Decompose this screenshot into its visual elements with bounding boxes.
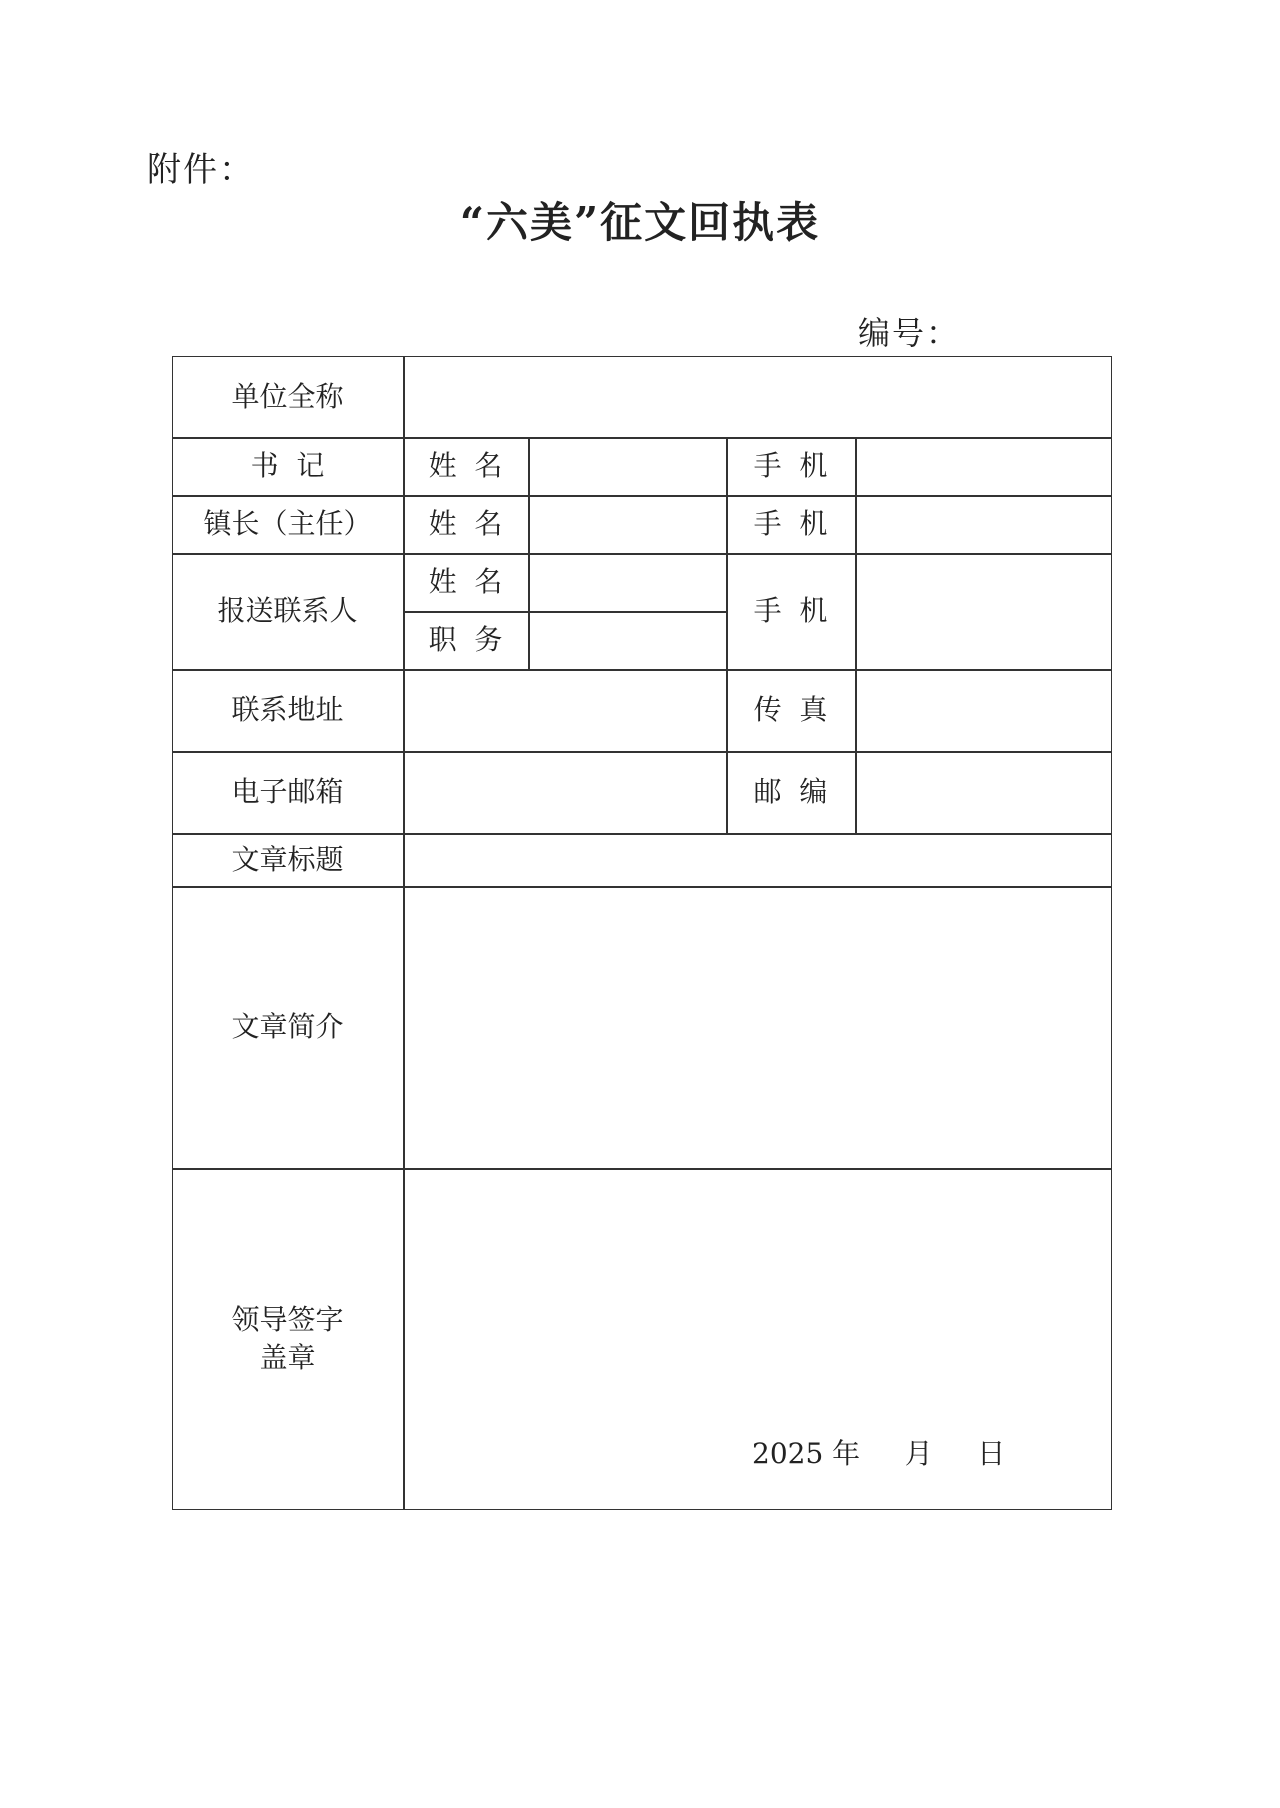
mayor-mobile-label: 手 机 <box>753 507 828 540</box>
secretary-label: 书 记 <box>250 449 325 482</box>
article-summary-field[interactable] <box>405 888 1110 1167</box>
date-year: 2025 <box>752 1437 824 1470</box>
secretary-name-field[interactable] <box>530 439 725 494</box>
serial-number-label: 编号： <box>858 314 961 352</box>
org-fullname-label: 单位全称 <box>231 379 344 413</box>
secretary-name-label: 姓 名 <box>428 449 503 482</box>
leader-signature-field[interactable] <box>405 1170 1110 1420</box>
fax-field[interactable] <box>857 671 1110 750</box>
leader-signature-line1: 领导签字 <box>231 1303 344 1336</box>
article-title-label: 文章标题 <box>231 842 344 876</box>
contact-name-field[interactable] <box>530 555 725 610</box>
mayor-mobile-field[interactable] <box>857 497 1110 552</box>
address-field[interactable] <box>405 671 725 750</box>
address-label: 联系地址 <box>231 693 344 726</box>
mayor-name-field[interactable] <box>530 497 725 552</box>
org-fullname-field[interactable] <box>405 358 1110 436</box>
leader-signature-line2: 盖章 <box>259 1341 316 1374</box>
secretary-mobile-field[interactable] <box>857 439 1110 494</box>
leader-signature-label <box>172 1168 403 1510</box>
email-field[interactable] <box>405 753 725 832</box>
signature-date <box>752 1432 1005 1472</box>
fax-label: 传 真 <box>753 693 828 726</box>
contact-mobile-label: 手 机 <box>753 594 828 627</box>
contact-person-label: 报送联系人 <box>217 594 358 627</box>
contact-position-field[interactable] <box>530 613 725 668</box>
article-summary-label: 文章简介 <box>231 1010 344 1043</box>
attachment-label: 附件： <box>147 150 255 190</box>
mayor-label: 镇长（主任） <box>203 507 372 540</box>
contact-position-label: 职 务 <box>428 623 503 656</box>
mayor-name-label: 姓 名 <box>428 507 503 540</box>
postcode-field[interactable] <box>857 753 1110 832</box>
article-title-field[interactable] <box>405 835 1110 885</box>
secretary-mobile-label: 手 机 <box>753 449 828 482</box>
email-label: 电子邮箱 <box>231 775 344 808</box>
page-title: “六美”征文回执表 <box>459 198 821 247</box>
date-year-unit: 年 <box>832 1437 861 1470</box>
contact-mobile-field[interactable] <box>857 555 1110 668</box>
contact-name-label: 姓 名 <box>428 565 503 598</box>
date-day-unit: 日 <box>977 1437 1006 1470</box>
postcode-label: 邮 编 <box>753 775 828 808</box>
date-month-unit: 月 <box>904 1437 933 1470</box>
